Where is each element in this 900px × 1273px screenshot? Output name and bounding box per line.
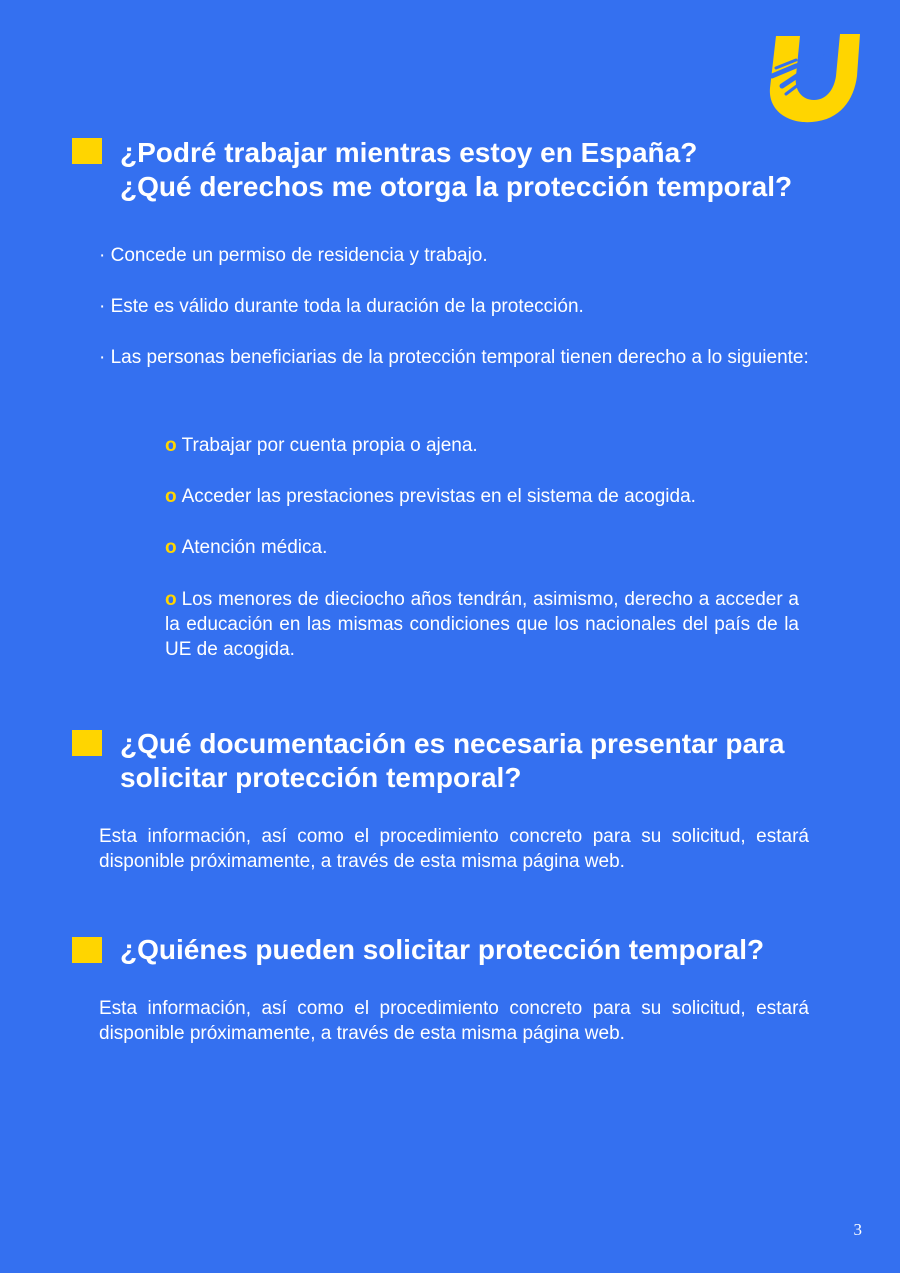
section-title [120, 727, 784, 795]
section-title [120, 136, 792, 204]
bullet-item: · Concede un permiso de residencia y trabajo. [99, 245, 488, 266]
yellow-square-icon [72, 937, 102, 963]
yellow-square-icon [72, 730, 102, 756]
hands-icon [756, 30, 862, 126]
sub-list-item [165, 484, 799, 509]
section-heading-work-rights [72, 136, 832, 206]
yellow-square-icon [72, 138, 102, 164]
section-title-line-2: solicitar protección temporal? [120, 762, 522, 793]
page-number: 3 [853, 1220, 862, 1239]
list-marker: o [165, 435, 177, 456]
sub-list-item-text: Atención médica. [181, 537, 328, 558]
list-marker: o [165, 486, 177, 507]
section-heading-documentation [72, 727, 832, 797]
section-body-text: Esta información, así como el procedimiento concreto para su solicitud, estará disponible próximamente, a través de esta misma página web. [99, 826, 809, 872]
section-title-line-2: ¿Qué derechos me otorga la protección temporal? [120, 171, 793, 202]
bullet-item: · Este es válido durante toda la duración de la protección. [99, 296, 584, 317]
section-title: ¿Quiénes pueden solicitar protección temporal? [120, 934, 765, 965]
bullet-item: · Las personas beneficiarias de la protección temporal tienen derecho a lo siguiente: [99, 347, 809, 368]
section-title-line-1: ¿Podré trabajar mientras estoy en España? [120, 137, 698, 168]
section-heading-who-can-apply [72, 933, 832, 969]
sub-list-item-text: Acceder las prestaciones previstas en el sistema de acogida. [181, 486, 696, 507]
list-marker: o [165, 589, 177, 610]
list-marker: o [165, 537, 177, 558]
section-title-line-1: ¿Qué documentación es necesaria presentar para [120, 728, 785, 759]
sub-list-item-text: Trabajar por cuenta propia o ajena. [181, 435, 478, 456]
section-body-text: Esta información, así como el procedimiento concreto para su solicitud, estará disponible próximamente, a través de esta misma página web. [99, 998, 809, 1044]
sub-list-item [165, 587, 799, 662]
sub-list-item [165, 535, 799, 560]
sub-list-item-text: Los menores de dieciocho años tendrán, asimismo, derecho a acceder a la educación en las mismas condiciones que los nacionales del país de la UE de acogida. [165, 589, 799, 660]
sub-list-item [165, 433, 799, 458]
